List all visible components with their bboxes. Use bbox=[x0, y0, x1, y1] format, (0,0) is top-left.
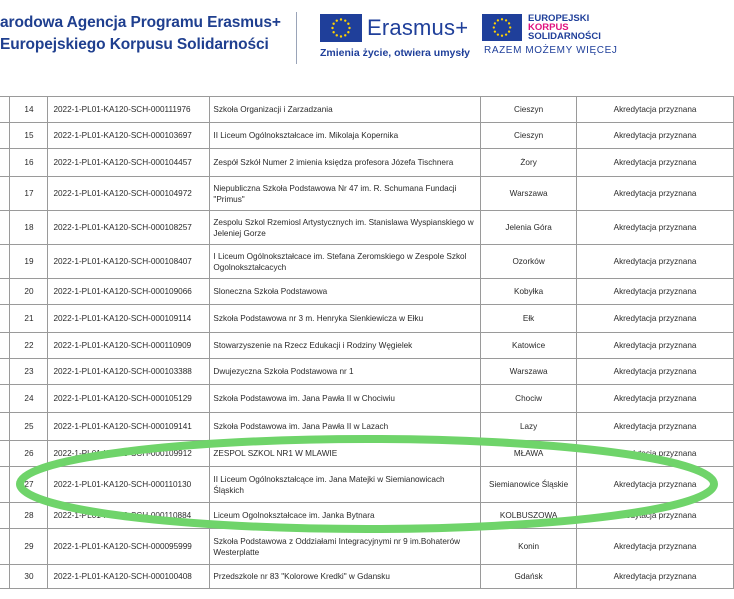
star-icon bbox=[336, 34, 338, 36]
table-row bbox=[0, 245, 734, 279]
row-edge-cell bbox=[0, 385, 10, 413]
city-cell: Cieszyn bbox=[481, 97, 577, 123]
table-row bbox=[0, 385, 734, 413]
row-edge-cell bbox=[0, 279, 10, 305]
city-cell: Kobyłka bbox=[481, 279, 577, 305]
accreditation-status-cell: Akredytacja przyznana bbox=[577, 305, 734, 333]
row-edge-cell bbox=[0, 529, 10, 565]
star-icon bbox=[344, 34, 346, 36]
row-number-cell: 29 bbox=[10, 529, 48, 565]
star-icon bbox=[331, 27, 333, 29]
row-number-cell: 17 bbox=[10, 177, 48, 211]
city-cell: Gdańsk bbox=[481, 565, 577, 589]
row-number-cell: 20 bbox=[10, 279, 48, 305]
row-edge-cell bbox=[0, 565, 10, 589]
project-code-cell: 2022-1-PL01-KA120-SCH-000103388 bbox=[48, 359, 210, 385]
star-icon bbox=[508, 30, 510, 32]
project-code-cell: 2022-1-PL01-KA120-SCH-000108257 bbox=[48, 211, 210, 245]
project-code-cell: 2022-1-PL01-KA120-SCH-000109912 bbox=[48, 441, 210, 467]
city-cell: Jelenia Góra bbox=[481, 211, 577, 245]
row-number-cell: 23 bbox=[10, 359, 48, 385]
table-row bbox=[0, 565, 734, 589]
city-cell: Lazy bbox=[481, 413, 577, 441]
city-cell: Konin bbox=[481, 529, 577, 565]
star-icon bbox=[497, 19, 499, 21]
erasmus-logo bbox=[320, 14, 470, 62]
accreditation-status-cell: Akredytacja przyznana bbox=[577, 279, 734, 305]
star-icon bbox=[505, 33, 507, 35]
school-name-cell: ZESPOL SZKOL NR1 W MLAWIE bbox=[210, 441, 481, 467]
star-icon bbox=[509, 26, 511, 28]
accreditation-status-cell: Akredytacja przyznana bbox=[577, 467, 734, 503]
row-edge-cell bbox=[0, 211, 10, 245]
city-cell: MŁAWA bbox=[481, 441, 577, 467]
accreditation-status-cell: Akredytacja przyznana bbox=[577, 123, 734, 149]
row-edge-cell bbox=[0, 441, 10, 467]
row-number-cell: 21 bbox=[10, 305, 48, 333]
table-row bbox=[0, 149, 734, 177]
agency-name bbox=[0, 12, 281, 56]
star-icon bbox=[494, 22, 496, 24]
project-code-cell: 2022-1-PL01-KA120-SCH-000109141 bbox=[48, 413, 210, 441]
star-icon bbox=[340, 35, 342, 37]
project-code-cell: 2022-1-PL01-KA120-SCH-000110130 bbox=[48, 467, 210, 503]
agency-name-line2: Europejskiego Korpusu Solidarności bbox=[0, 36, 269, 53]
school-name-cell: Zespół Szkół Numer 2 imienia księdza profesora Józefa Tischnera bbox=[210, 149, 481, 177]
accreditation-status-cell: Akredytacja przyznana bbox=[577, 149, 734, 177]
project-code-cell: 2022-1-PL01-KA120-SCH-000110884 bbox=[48, 503, 210, 529]
row-edge-cell bbox=[0, 149, 10, 177]
star-icon bbox=[332, 23, 334, 25]
eu-flag-icon bbox=[482, 14, 522, 41]
row-edge-cell bbox=[0, 305, 10, 333]
star-icon bbox=[347, 23, 349, 25]
star-icon bbox=[501, 35, 503, 37]
city-cell: Warszawa bbox=[481, 177, 577, 211]
erasmus-wordmark: Erasmus+ bbox=[367, 15, 469, 40]
table bbox=[0, 96, 734, 589]
project-code-cell: 2022-1-PL01-KA120-SCH-000105129 bbox=[48, 385, 210, 413]
star-icon bbox=[332, 31, 334, 33]
esk-tagline: RAZEM MOŻEMY WIĘCEJ bbox=[484, 45, 618, 56]
star-icon bbox=[336, 19, 338, 21]
school-name-cell: II Liceum Ogólnokształcące im. Jana Matejki w Siemianowicach Śląskich bbox=[210, 467, 481, 503]
city-cell: Siemianowice Śląskie bbox=[481, 467, 577, 503]
row-number-cell: 16 bbox=[10, 149, 48, 177]
project-code-cell: 2022-1-PL01-KA120-SCH-000110909 bbox=[48, 333, 210, 359]
project-code-cell: 2022-1-PL01-KA120-SCH-000100408 bbox=[48, 565, 210, 589]
school-name-cell: Stowarzyszenie na Rzecz Edukacji i Rodziny Węgielek bbox=[210, 333, 481, 359]
table-row bbox=[0, 305, 734, 333]
header-divider bbox=[296, 12, 297, 64]
erasmus-tagline: Zmienia życie, otwiera umysły bbox=[320, 47, 470, 59]
row-number-cell: 18 bbox=[10, 211, 48, 245]
row-number-cell: 15 bbox=[10, 123, 48, 149]
esk-line2: KORPUS bbox=[528, 22, 569, 33]
table-row bbox=[0, 467, 734, 503]
accreditation-status-cell: Akredytacja przyznana bbox=[577, 441, 734, 467]
table-row bbox=[0, 413, 734, 441]
star-icon bbox=[505, 19, 507, 21]
row-edge-cell bbox=[0, 177, 10, 211]
city-cell: Cieszyn bbox=[481, 123, 577, 149]
row-edge-cell bbox=[0, 123, 10, 149]
project-code-cell: 2022-1-PL01-KA120-SCH-000108407 bbox=[48, 245, 210, 279]
school-name-cell: Dwujezyczna Szkoła Podstawowa nr 1 bbox=[210, 359, 481, 385]
city-cell: Ełk bbox=[481, 305, 577, 333]
accreditation-status-cell: Akredytacja przyznana bbox=[577, 503, 734, 529]
accreditation-status-cell: Akredytacja przyznana bbox=[577, 333, 734, 359]
row-number-cell: 30 bbox=[10, 565, 48, 589]
project-code-cell: 2022-1-PL01-KA120-SCH-000104972 bbox=[48, 177, 210, 211]
row-number-cell: 14 bbox=[10, 97, 48, 123]
table-row bbox=[0, 359, 734, 385]
table-row bbox=[0, 333, 734, 359]
school-name-cell: Zespolu Szkol Rzemiosl Artystycznych im. Stanislawa Wyspianskiego w Jeleniej Gorze bbox=[210, 211, 481, 245]
city-cell: Warszawa bbox=[481, 359, 577, 385]
row-edge-cell bbox=[0, 245, 10, 279]
row-number-cell: 27 bbox=[10, 467, 48, 503]
accreditation-status-cell: Akredytacja przyznana bbox=[577, 245, 734, 279]
star-icon bbox=[347, 31, 349, 33]
table-row bbox=[0, 211, 734, 245]
accreditation-status-cell: Akredytacja przyznana bbox=[577, 565, 734, 589]
school-name-cell: Szkoła Podstawowa z Oddziałami Integracyjnymi nr 9 im.Bohaterów Westerplatte bbox=[210, 529, 481, 565]
school-name-cell: Szkoła Podstawowa im. Jana Pawła II w Chociwiu bbox=[210, 385, 481, 413]
city-cell: Ozorków bbox=[481, 245, 577, 279]
table-row bbox=[0, 441, 734, 467]
table-row bbox=[0, 529, 734, 565]
city-cell: KOLBUSZOWA bbox=[481, 503, 577, 529]
accreditation-status-cell: Akredytacja przyznana bbox=[577, 359, 734, 385]
project-code-cell: 2022-1-PL01-KA120-SCH-000104457 bbox=[48, 149, 210, 177]
project-code-cell: 2022-1-PL01-KA120-SCH-000095999 bbox=[48, 529, 210, 565]
esk-line3: SOLIDARNOŚCI bbox=[528, 31, 601, 42]
row-edge-cell bbox=[0, 359, 10, 385]
star-icon bbox=[348, 27, 350, 29]
accreditation-status-cell: Akredytacja przyznana bbox=[577, 177, 734, 211]
star-icon bbox=[493, 26, 495, 28]
page-header bbox=[0, 0, 734, 86]
school-name-cell: Szkoła Podstawowa nr 3 m. Henryka Sienkiewicza w Ełku bbox=[210, 305, 481, 333]
row-edge-cell bbox=[0, 413, 10, 441]
project-code-cell: 2022-1-PL01-KA120-SCH-000109066 bbox=[48, 279, 210, 305]
table-row bbox=[0, 123, 734, 149]
esk-line1: EUROPEJSKI bbox=[528, 13, 590, 24]
row-number-cell: 19 bbox=[10, 245, 48, 279]
esk-logo bbox=[482, 13, 618, 62]
school-name-cell: Niepubliczna Szkoła Podstawowa Nr 47 im. R. Schumana Fundacji "Primus" bbox=[210, 177, 481, 211]
accreditation-status-cell: Akredytacja przyznana bbox=[577, 413, 734, 441]
star-icon bbox=[497, 33, 499, 35]
row-edge-cell bbox=[0, 503, 10, 529]
star-icon bbox=[340, 18, 342, 20]
accreditation-status-cell: Akredytacja przyznana bbox=[577, 211, 734, 245]
accreditation-status-cell: Akredytacja przyznana bbox=[577, 97, 734, 123]
table-row bbox=[0, 503, 734, 529]
row-number-cell: 28 bbox=[10, 503, 48, 529]
table-row bbox=[0, 279, 734, 305]
city-cell: Chociw bbox=[481, 385, 577, 413]
row-number-cell: 22 bbox=[10, 333, 48, 359]
accreditation-status-cell: Akredytacja przyznana bbox=[577, 385, 734, 413]
school-name-cell: II Liceum Ogólnokształcace im. Mikolaja Kopernika bbox=[210, 123, 481, 149]
project-code-cell: 2022-1-PL01-KA120-SCH-000109114 bbox=[48, 305, 210, 333]
city-cell: Żory bbox=[481, 149, 577, 177]
row-number-cell: 25 bbox=[10, 413, 48, 441]
star-icon bbox=[508, 22, 510, 24]
row-edge-cell bbox=[0, 97, 10, 123]
table-row bbox=[0, 97, 734, 123]
project-code-cell: 2022-1-PL01-KA120-SCH-000103697 bbox=[48, 123, 210, 149]
city-cell: Katowice bbox=[481, 333, 577, 359]
school-name-cell: Szkoła Organizacji i Zarzadzania bbox=[210, 97, 481, 123]
school-name-cell: Liceum Ogolnokształcace im. Janka Bytnara bbox=[210, 503, 481, 529]
accreditation-status-cell: Akredytacja przyznana bbox=[577, 529, 734, 565]
row-number-cell: 26 bbox=[10, 441, 48, 467]
eu-flag-icon bbox=[320, 14, 362, 42]
school-name-cell: Szkoła Podstawowa im. Jana Pawła II w Lazach bbox=[210, 413, 481, 441]
agency-name-line1: arodowa Agencja Programu Erasmus+ bbox=[0, 14, 281, 31]
table-row bbox=[0, 177, 734, 211]
school-name-cell: I Liceum Ogólnokształcace im. Stefana Zeromskiego w Zespole Szkol Ogolnokształcacych bbox=[210, 245, 481, 279]
school-name-cell: Przedszkole nr 83 "Kolorowe Kredki" w Gdansku bbox=[210, 565, 481, 589]
row-number-cell: 24 bbox=[10, 385, 48, 413]
project-code-cell: 2022-1-PL01-KA120-SCH-000111976 bbox=[48, 97, 210, 123]
school-name-cell: Sloneczna Szkoła Podstawowa bbox=[210, 279, 481, 305]
row-edge-cell bbox=[0, 467, 10, 503]
star-icon bbox=[494, 30, 496, 32]
star-icon bbox=[344, 19, 346, 21]
star-icon bbox=[501, 18, 503, 20]
row-edge-cell bbox=[0, 333, 10, 359]
accreditation-table bbox=[0, 96, 734, 589]
